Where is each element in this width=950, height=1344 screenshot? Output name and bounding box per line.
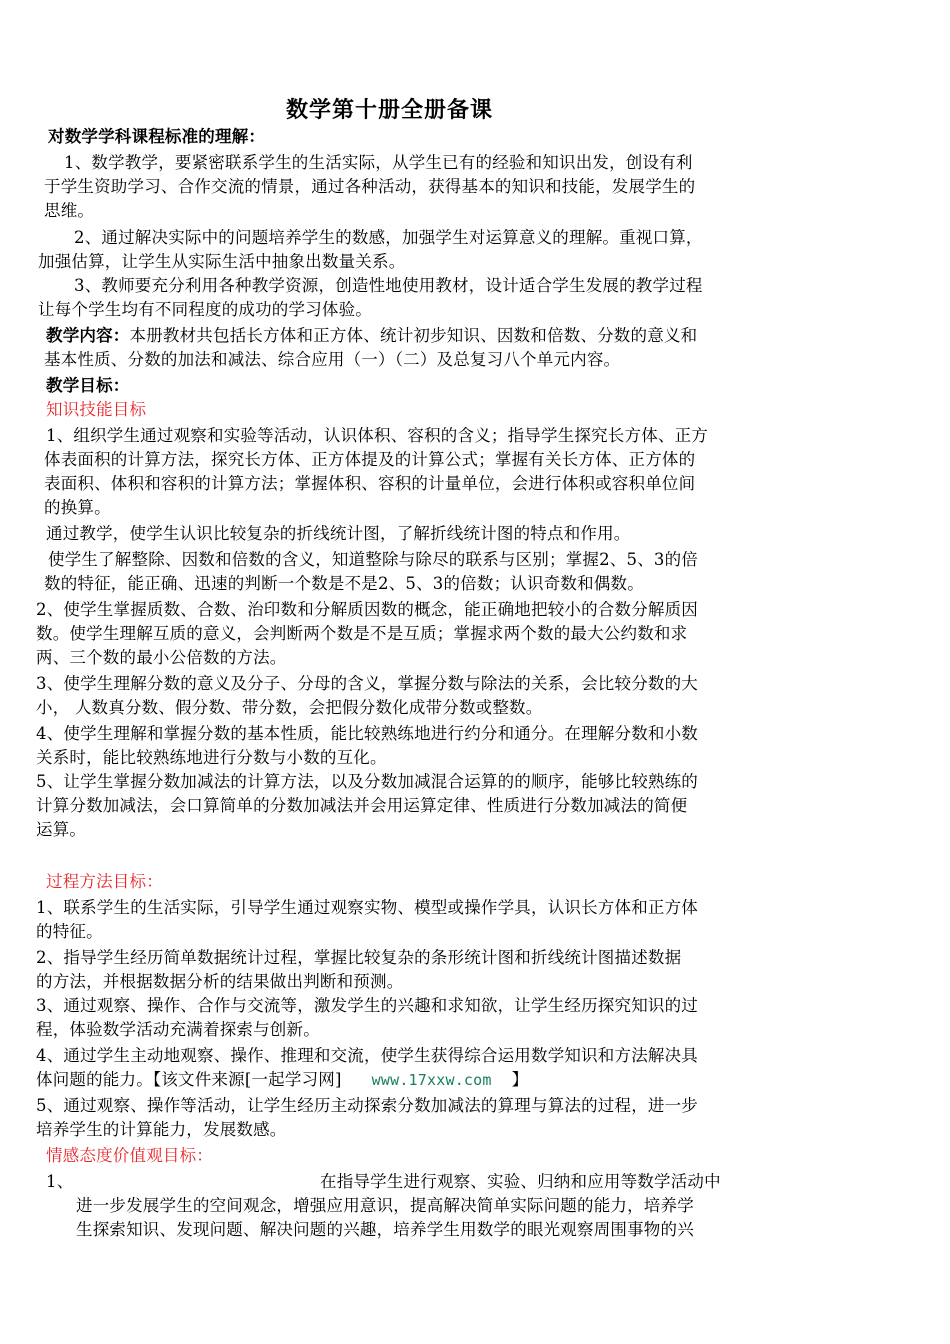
goals-heading: 教学目标： [46,376,130,395]
paragraph-line: 于学生资助学习、合作交流的情景，通过各种活动，获得基本的知识和技能，发展学生的 [44,177,696,196]
content-text: 本册教材共包括长方体和正方体、统计初步知识、因数和倍数、分数的意义和 [129,326,698,345]
source-prefix: 体问题的能力。【该文件来源[一起学习网] [36,1070,342,1089]
emotion-item-number: 1、 [46,1172,74,1191]
paragraph-line: 4、通过学生主动地观察、操作、推理和交流，使学生获得综合运用数学知识和方法解决具 [36,1046,698,1065]
paragraph-line: 在指导学生进行观察、实验、归纳和应用等数学活动中 [320,1172,721,1191]
paragraph-line: 通过教学，使学生认识比较复杂的折线统计图，了解折线统计图的特点和作用。 [46,524,631,543]
standards-heading: 对数学学科课程标准的理解： [48,127,266,146]
paragraph-line: 小， 人数真分数、假分数、带分数，会把假分数化成带分数或整数。 [36,698,543,717]
paragraph-line: 使学生了解整除、因数和倍数的含义，知道整除与除尽的联系与区别；掌握2、5、3的倍 [48,550,698,569]
emotion-heading: 情感态度价值观目标： [46,1146,213,1165]
source-link[interactable]: www.17xxw.com [371,1071,492,1089]
paragraph-line: 运算。 [36,820,87,839]
process-heading: 过程方法目标： [46,872,163,891]
paragraph-line: 1、数学教学，要紧密联系学生的生活实际，从学生已有的经验和知识出发，创设有利 [64,153,693,172]
paragraph-line: 的换算。 [44,498,111,517]
paragraph-line: 3、使学生理解分数的意义及分子、分母的含义，掌握分数与除法的关系，会比较分数的大 [36,674,698,693]
source-line [36,1068,528,1092]
paragraph-line: 数的特征，能正确、迅速的判断一个数是不是2、5、3的倍数；认识奇数和偶数。 [44,574,644,593]
paragraph-line: 2、通过解决实际中的问题培养学生的数感，加强学生对运算意义的理解。重视口算， [74,228,703,247]
paragraph-line: 进一步发展学生的空间观念，增强应用意识，提高解决简单实际问题的能力，培养学 [76,1196,694,1215]
paragraph-line: 的方法，并根据数据分析的结果做出判断和预测。 [36,972,404,991]
paragraph-line: 培养学生的计算能力，发展数感。 [36,1120,287,1139]
paragraph-line: 5、让学生掌握分数加减法的计算方法，以及分数加减混合运算的的顺序，能够比较熟练的 [36,772,698,791]
paragraph-line: 2、使学生掌握质数、合数、治印数和分解质因数的概念，能正确地把较小的合数分解质因 [36,600,698,619]
paragraph-line: 程，体验数学活动充满着探索与创新。 [36,1020,320,1039]
paragraph-line: 1、联系学生的生活实际，引导学生通过观察实物、模型或操作学具，认识长方体和正方体 [36,898,698,917]
paragraph-line: 1、组织学生通过观察和实验等活动，认识体积、容积的含义；指导学生探究长方体、正方 [46,426,708,445]
source-suffix: 】 [511,1070,529,1089]
paragraph-line: 关系时，能比较熟练地进行分数与小数的互化。 [36,748,387,767]
content-label: 教学内容： [46,326,130,345]
paragraph-line: 计算分数加减法，会口算简单的分数加减法并会用运算定律、性质进行分数加减法的简便 [36,796,688,815]
paragraph-line: 表面积、体积和容积的计算方法；掌握体积、容积的计量单位，会进行体积或容积单位间 [44,474,696,493]
paragraph-line: 体表面积的计算方法，探究长方体、正方体提及的计算公式；掌握有关长方体、正方体的 [44,450,696,469]
paragraph-line: 思维。 [44,201,95,220]
paragraph-line: 3、通过观察、操作、合作与交流等，激发学生的兴趣和求知欲，让学生经历探究知识的过 [36,996,698,1015]
paragraph-line: 数。使学生理解互质的意义，会判断两个数是不是互质；掌握求两个数的最大公约数和求 [36,624,688,643]
page-title: 数学第十册全册备课 [286,97,494,123]
teaching-content [46,324,697,348]
paragraph-line: 生探索知识、发现问题、解决问题的兴趣，培养学生用数学的眼光观察周围事物的兴 [76,1220,694,1239]
paragraph-line: 5、通过观察、操作等活动，让学生经历主动探索分数加减法的算理与算法的过程，进一步 [36,1096,698,1115]
paragraph-line: 加强估算，让学生从实际生活中抽象出数量关系。 [38,252,406,271]
paragraph-line: 两、三个数的最小公倍数的方法。 [36,648,287,667]
paragraph-line: 4、使学生理解和掌握分数的基本性质，能比较熟练地进行约分和通分。在理解分数和小数 [36,724,698,743]
knowledge-heading: 知识技能目标 [46,400,147,419]
paragraph-line: 3、教师要充分利用各种教学资源，创造性地使用教材，设计适合学生发展的教学过程 [74,276,703,295]
paragraph-line: 的特征。 [36,922,103,941]
paragraph-line: 2、指导学生经历简单数据统计过程，掌握比较复杂的条形统计图和折线统计图描述数据 [36,948,682,967]
paragraph-line: 基本性质、分数的加法和减法、综合应用（一）（二）及总复习八个单元内容。 [44,350,621,369]
paragraph-line: 让每个学生均有不同程度的成功的学习体验。 [38,300,372,319]
